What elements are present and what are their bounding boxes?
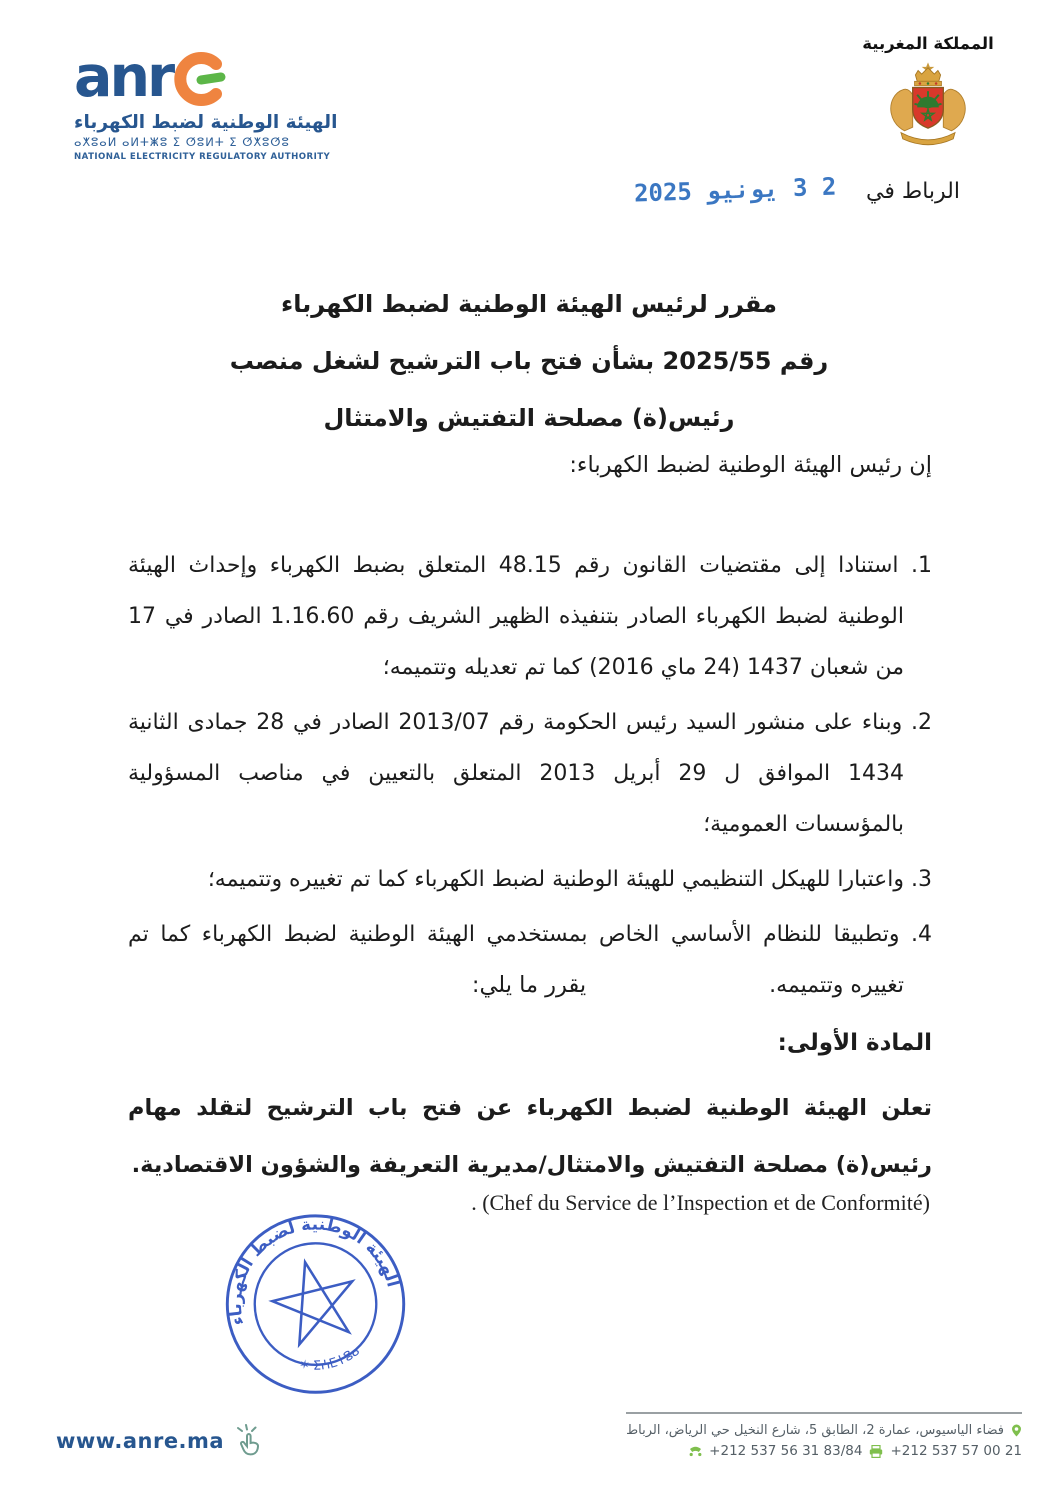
anre-wordmark: [74, 43, 274, 110]
date-stamp: 2 3 يونيو 2025: [633, 172, 837, 208]
place-date-row: [633, 172, 960, 208]
preamble-item-2: 2. وبناء على منشور السيد رئيس الحكومة رقم 2013/07 الصادر في 28 جمادى الثانية 1434 الموافق ل 29 أبريل 2013 المتعلق بالتعيين في مناصب المسؤولية بالمؤسسات العمومية؛: [128, 710, 932, 837]
decision-title-line2: رقم 2025/55 بشأن فتح باب الترشيح لشغل منصب: [229, 347, 829, 375]
logo-english-name: NATIONAL ELECTRICITY REGULATORY AUTHORITY: [74, 152, 331, 162]
intro-line: إن رئيس الهيئة الوطنية لضبط الكهرباء:: [569, 452, 932, 478]
preamble-item-1: 1. استنادا إلى مقتضيات القانون رقم 48.15 المتعلق بضبط الكهرباء وإحداث الهيئة الوطنية لضبط الكهرباء الصادر بتنفيذه الظهير الشريف رقم 1.16.60 الصادر في 17 من شعبان 1437 (24 ماي 2016) كما تم تعديله وتتميمه؛: [128, 553, 933, 680]
stamp-star-icon: [265, 1252, 364, 1348]
stamp-ring-bottom-text: ✶ ⵉⵄⵎⵜⵓⴰ: [297, 1343, 363, 1374]
decision-title: [0, 276, 1058, 447]
decision-title-line1: مقرر لرئيس الهيئة الوطنية لضبط الكهرباء: [280, 290, 778, 318]
official-stamp-icon: [197, 1185, 435, 1423]
footer-contact: [626, 1412, 1022, 1459]
footer-phone-number: +212 537 56 31 83/84: [709, 1443, 863, 1459]
footer-divider: [626, 1412, 1022, 1414]
anre-wordmark-text: anr: [74, 43, 173, 110]
decision-heading: يقرر ما يلي:: [471, 972, 587, 998]
official-stamp: [197, 1185, 436, 1426]
location-pin-icon: [1011, 1424, 1022, 1437]
preamble-list: [128, 540, 932, 1015]
footer-website: [56, 1424, 266, 1458]
fax-printer-icon: [869, 1445, 883, 1458]
phone-icon: [689, 1445, 702, 1458]
logo-tifinagh-name: ⴰⵅⵓⴰⵍ ⴰⵍⵜⵥⵓ ⵉ ⵚⵓⵍⵜ ⵉ ⵚⵅⵓⵚⵓ: [74, 135, 290, 149]
stamp-ring-text: الهيئة الوطنية لضبط الكهرباء: [225, 1214, 403, 1328]
anre-logo: [74, 43, 338, 162]
french-position-title: . (Chef du Service de l’Inspection et de Conformité): [471, 1190, 930, 1215]
place-label: الرباط في: [866, 179, 960, 204]
morocco-coat-of-arms-icon: [874, 57, 982, 165]
click-hand-icon: [232, 1424, 266, 1458]
footer-address: فضاء الياسيوس، عمارة 2، الطابق 5، شارع النخيل حي الرياض، الرباط: [626, 1423, 1004, 1438]
logo-arabic-name: الهيئة الوطنية لضبط الكهرباء: [74, 112, 338, 133]
svg-text:✶ ⵉⵄⵎⵜⵓⴰ: [295, 1342, 365, 1380]
preamble-item-4: 4. وتطبيقا للنظام الأساسي الخاص بمستخدمي الهيئة الوطنية لضبط الكهرباء كما تم تغييره وتتميمه.: [128, 922, 932, 998]
kingdom-title: المملكة المغربية: [862, 34, 994, 53]
article-one-heading: المادة الأولى:: [777, 1030, 932, 1056]
kingdom-block: [840, 34, 1016, 169]
preamble-item-3: 3. واعتبارا للهيكل التنظيمي للهيئة الوطنية لضبط الكهرباء كما تم تغييره وتتميمه؛: [207, 867, 932, 892]
anre-logo-e-icon: [174, 51, 230, 107]
website-link[interactable]: www.anre.ma: [56, 1429, 225, 1453]
footer-address-row: [626, 1423, 1022, 1438]
decision-title-line3: رئيس(ة) مصلحة التفتيش والامتثال: [323, 404, 735, 432]
footer-phones-row: [626, 1443, 1022, 1459]
article-one-text: تعلن الهيئة الوطنية لضبط الكهرباء عن فتح باب الترشيح لتقلد مهام رئيس(ة) مصلحة التفتيش والامتثال/مديرية التعريفة والشؤون الاقتصادية.: [128, 1095, 932, 1178]
footer-fax-number: +212 537 57 00 21: [890, 1443, 1022, 1459]
